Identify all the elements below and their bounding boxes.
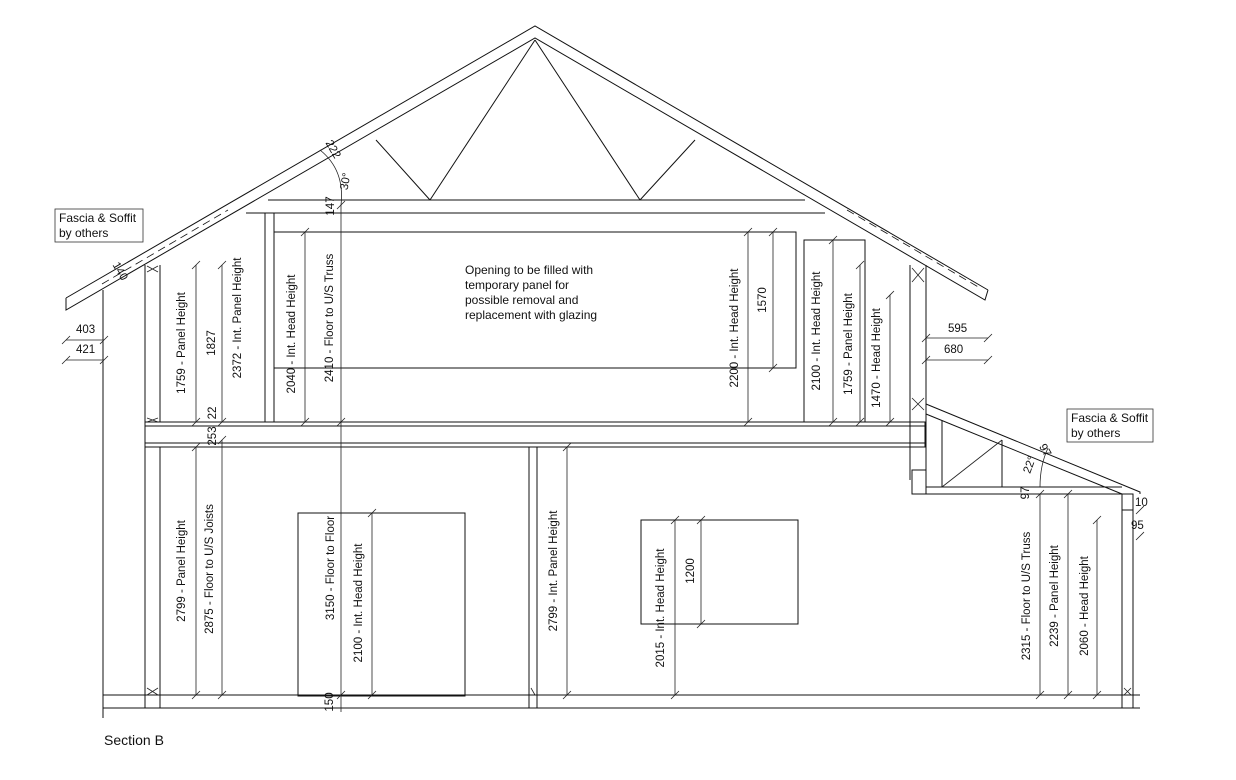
- floor-band: [145, 422, 925, 447]
- dim-222: 222: [322, 138, 343, 161]
- fascia-note-right-line1: Fascia & Soffit: [1071, 411, 1149, 425]
- dim-140: 140: [109, 260, 130, 283]
- opening-note-line2: temporary panel for: [465, 278, 570, 292]
- dim-panel-height-lower-left: 2799 - Panel Height: [176, 520, 188, 622]
- dim-head-height-1470: 1470 - Head Height: [871, 308, 883, 408]
- dim-int-head-height-2040: 2040 - Int. Head Height: [286, 274, 298, 394]
- dim-10: 10: [1135, 497, 1148, 509]
- dim-floor-to-floor-3150: 3150 - Floor to Floor: [325, 515, 337, 621]
- dim-int-head-height-2015: 2015 - Int. Head Height: [655, 548, 667, 668]
- dim-panel-height-2239: 2239 - Panel Height: [1049, 545, 1061, 647]
- dim-680: 680: [944, 344, 964, 356]
- dim-95: 95: [1131, 520, 1144, 532]
- dim-1827: 1827: [206, 330, 218, 356]
- dim-angle-22: 22°: [1021, 454, 1039, 476]
- dim-150: 150: [324, 692, 336, 712]
- opening-note-line1: Opening to be filled with: [465, 263, 594, 277]
- fascia-note-left: [55, 209, 143, 242]
- dim-253: 253: [207, 426, 219, 446]
- fascia-note-right: [1067, 409, 1153, 442]
- dim-floor-to-joists-2875: 2875 - Floor to U/S Joists: [204, 504, 216, 634]
- dimension-ticks: [62, 201, 1144, 699]
- fascia-note-left-line2: by others: [59, 226, 109, 240]
- dim-int-head-height-2200: 2200 - Int. Head Height: [729, 268, 741, 388]
- dim-147: 147: [325, 196, 337, 216]
- dim-int-head-height-2100-upper: 2100 - Int. Head Height: [811, 271, 823, 391]
- dim-1570: 1570: [757, 287, 769, 313]
- dim-floor-to-truss-2315: 2315 - Floor to U/S Truss: [1021, 531, 1033, 661]
- opening-note: [465, 263, 597, 322]
- dim-97-lower: 97: [1020, 486, 1032, 500]
- opening-note-line4: replacement with glazing: [465, 308, 598, 322]
- dim-1200: 1200: [685, 558, 697, 584]
- dim-97-upper: 97: [1036, 441, 1053, 460]
- dim-angle-30: 30°: [338, 171, 354, 192]
- fascia-note-left-line1: Fascia & Soffit: [59, 211, 137, 225]
- fascia-note-right-line2: by others: [1071, 426, 1121, 440]
- dim-panel-height-upper-right: 1759 - Panel Height: [843, 293, 855, 395]
- dim-421: 421: [76, 344, 96, 356]
- dim-int-panel-height-upper: 2372 - Int. Panel Height: [232, 257, 244, 379]
- section-title: Section B: [104, 732, 164, 748]
- dim-595: 595: [948, 323, 968, 335]
- dim-floor-to-truss-2410: 2410 - Floor to U/S Truss: [324, 253, 336, 383]
- lower-storey: [103, 290, 1140, 718]
- dim-int-panel-height-lower: 2799 - Int. Panel Height: [548, 510, 560, 632]
- dim-22: 22: [207, 406, 219, 420]
- dimension-labels-vertical: [176, 196, 1091, 711]
- dim-int-head-height-2100-lower: 2100 - Int. Head Height: [353, 543, 365, 663]
- dim-panel-height-upper-left: 1759 - Panel Height: [176, 292, 188, 394]
- dim-403: 403: [76, 324, 96, 336]
- opening-note-line3: possible removal and: [465, 293, 579, 307]
- dim-head-height-2060: 2060 - Head Height: [1079, 556, 1091, 656]
- upper-storey: [145, 213, 926, 480]
